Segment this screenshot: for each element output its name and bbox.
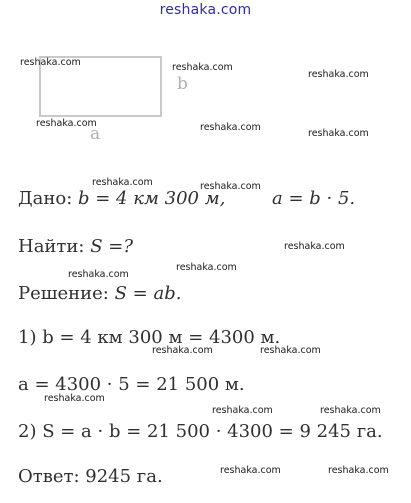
- watermark: reshaka.com: [92, 177, 153, 188]
- watermark: reshaka.com: [152, 345, 213, 356]
- step-1: 1) b = 4 км 300 м = 4300 м.: [18, 327, 281, 348]
- find-expr: S =?: [90, 236, 133, 257]
- watermark: reshaka.com: [36, 118, 97, 129]
- watermark: reshaka.com: [260, 345, 321, 356]
- watermark: reshaka.com: [176, 262, 237, 273]
- solution-expr: S = ab.: [114, 283, 182, 304]
- watermark: reshaka.com: [44, 393, 105, 404]
- watermark: reshaka.com: [200, 122, 261, 133]
- find-label: Найти:: [18, 236, 85, 257]
- site-header-watermark: reshaka.com: [159, 2, 252, 18]
- step-1b: a = 4300 · 5 = 21 500 м.: [18, 374, 245, 395]
- watermark: reshaka.com: [212, 405, 273, 416]
- given-a: a = b · 5.: [272, 188, 356, 209]
- watermark: reshaka.com: [284, 241, 345, 252]
- given-line: [18, 188, 225, 209]
- find-line: [18, 236, 133, 257]
- side-label-b: b: [177, 74, 188, 94]
- side-label-a: a: [90, 124, 101, 144]
- answer-value: 9245 га.: [85, 466, 163, 487]
- watermark: reshaka.com: [308, 69, 369, 80]
- answer-line: [18, 466, 163, 487]
- watermark: reshaka.com: [328, 465, 389, 476]
- watermark: reshaka.com: [68, 269, 129, 280]
- watermark: reshaka.com: [172, 62, 233, 73]
- given-label: Дано:: [18, 188, 73, 209]
- given-b: b = 4 км 300 м,: [78, 188, 226, 209]
- watermark: reshaka.com: [308, 128, 369, 139]
- watermark: reshaka.com: [20, 57, 81, 68]
- watermark: reshaka.com: [220, 465, 281, 476]
- solution-line: [18, 283, 181, 304]
- watermark: reshaka.com: [200, 181, 261, 192]
- solution-label: Решение:: [18, 283, 109, 304]
- step-2: 2) S = a · b = 21 500 · 4300 = 9 245 га.: [18, 421, 383, 442]
- answer-label: Ответ:: [18, 466, 80, 487]
- watermark: reshaka.com: [320, 405, 381, 416]
